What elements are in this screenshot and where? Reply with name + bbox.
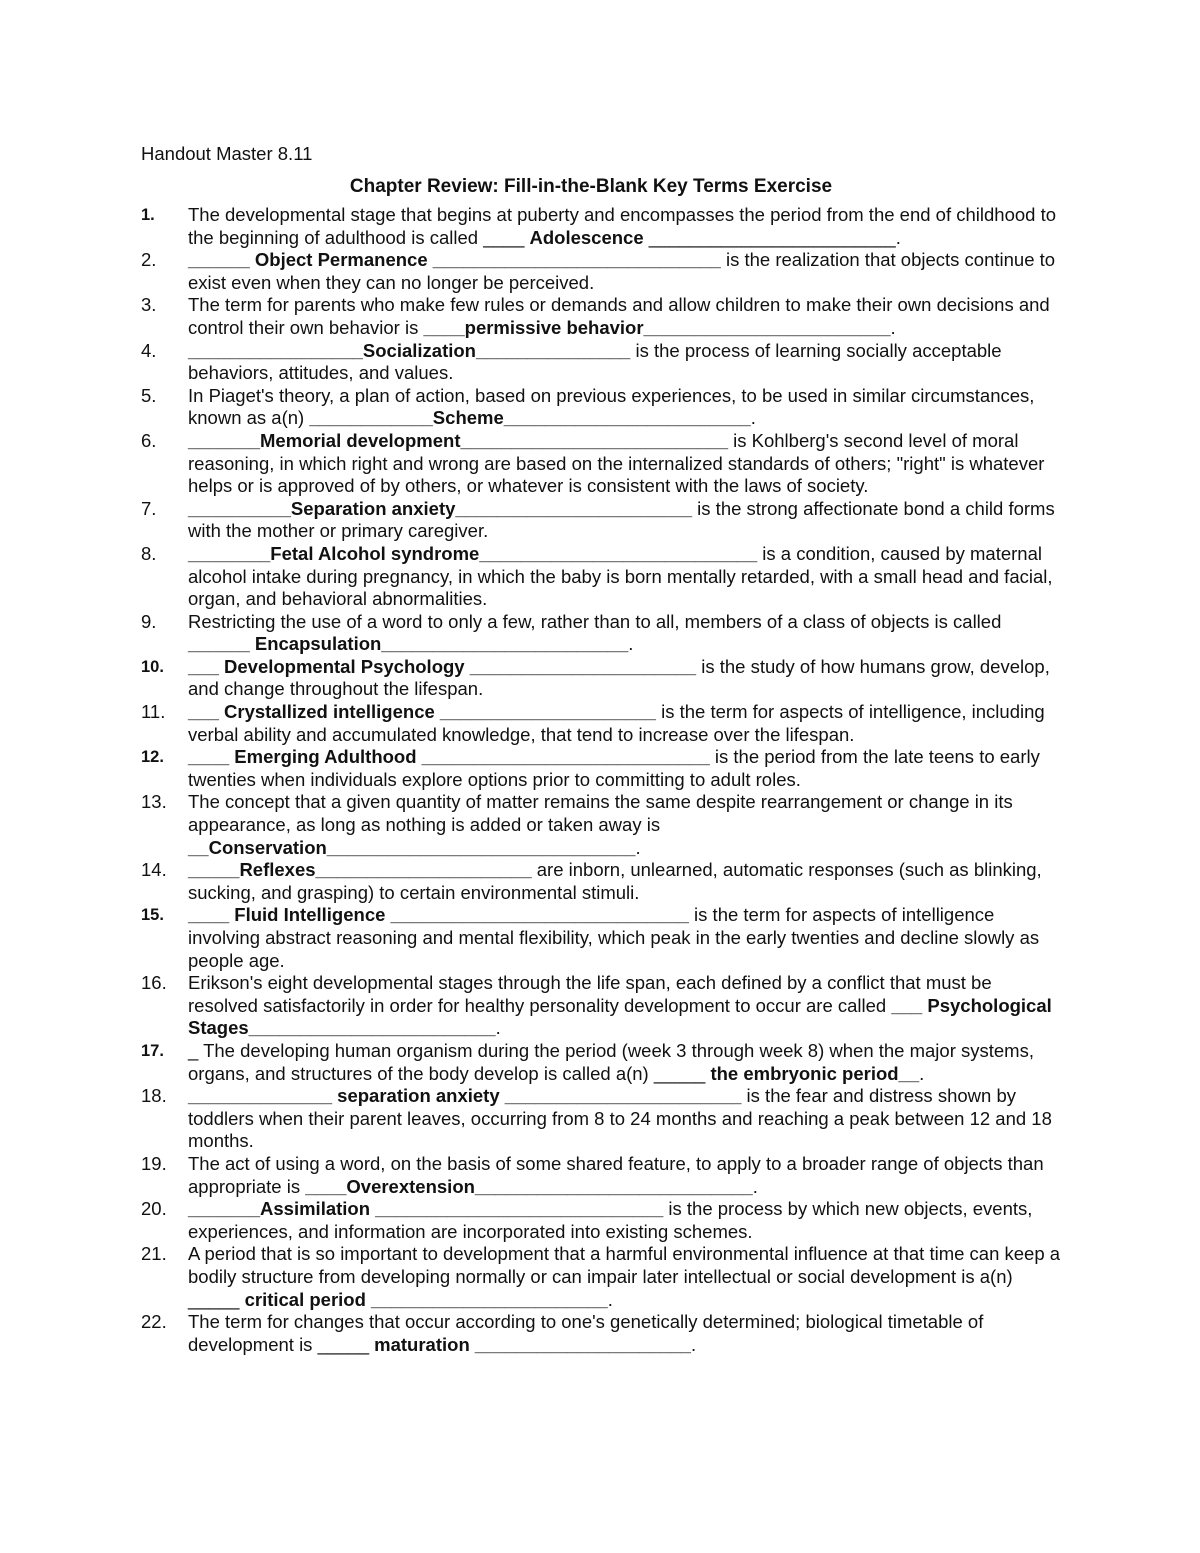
question-item bbox=[141, 1243, 1061, 1311]
question-text-after: . bbox=[495, 1017, 501, 1039]
question-item bbox=[141, 1085, 1061, 1153]
question-text-after: . bbox=[919, 1062, 925, 1084]
answer-text: __Conservation______________________________ bbox=[188, 836, 636, 858]
answer-text: ____ Fluid Intelligence _____________________________ bbox=[188, 904, 689, 926]
question-item bbox=[141, 746, 1061, 791]
question-text-before: Erikson's eight developmental stages through the life span, each defined by a conflict that must be resolved satisfactorily in order for healthy personality development to occur are called bbox=[188, 972, 992, 1016]
question-item bbox=[141, 904, 1061, 972]
question-number: 22. bbox=[141, 1311, 167, 1333]
question-text-after: . bbox=[690, 1333, 697, 1355]
question-number: 13. bbox=[141, 791, 167, 813]
answer-text: maturation _____________________ bbox=[374, 1333, 691, 1355]
question-item bbox=[141, 340, 1061, 385]
question-item bbox=[141, 656, 1061, 701]
question-number: 2. bbox=[141, 249, 157, 271]
question-text-after: . bbox=[750, 407, 756, 429]
question-item bbox=[141, 204, 1061, 249]
question-text-after: is Kohlberg's second level of moral reasoning, in which right and wrong are based on the internalized standards of others; "right" is whatever helps or is approved of by others, or whatever is consistent with the laws of society. bbox=[188, 429, 1045, 497]
question-text-after: ________________________. bbox=[643, 226, 901, 248]
question-item bbox=[141, 611, 1061, 656]
question-item bbox=[141, 543, 1061, 611]
question-number: 7. bbox=[141, 497, 157, 519]
question-text-after: are inborn, unlearned, automatic responses (such as blinking, sucking, and grasping) to certain environmental stimuli. bbox=[188, 859, 1042, 903]
question-number: 5. bbox=[141, 384, 157, 406]
question-text-after: . bbox=[635, 836, 641, 858]
question-text-after: is a condition, caused by maternal alcohol intake during pregnancy, in which the baby is born mentally retarded, with a small head and facial, organ, and behavioral abnormalities. bbox=[188, 542, 1053, 610]
answer-text: _________________Socialization_______________ bbox=[188, 339, 631, 361]
question-item bbox=[141, 859, 1061, 904]
answer-text: ________Fetal Alcohol syndrome___________________________ bbox=[188, 542, 758, 564]
question-text-before: The concept that a given quantity of matter remains the same despite rearrangement or change in its appearance, as long as nothing is added or taken away is bbox=[188, 791, 1013, 836]
answer-text: ____permissive behavior________________________ bbox=[423, 316, 891, 338]
question-number: 9. bbox=[141, 610, 157, 632]
question-text-before: The term for parents who make few rules or demands and allow children to make their own decisions and control their own behavior is bbox=[188, 294, 1050, 338]
answer-text: _______Memorial development__________________________ bbox=[188, 429, 728, 451]
question-text-after: is the period from the late teens to early twenties when individuals explore options prior to committing to adult roles. bbox=[188, 746, 1040, 790]
question-number: 3. bbox=[141, 294, 157, 316]
answer-text: ___ Developmental Psychology ______________________ bbox=[188, 655, 697, 677]
answer-text: _______Assimilation ____________________________ bbox=[188, 1198, 664, 1220]
question-text-after: . bbox=[752, 1175, 758, 1197]
question-number: 11. bbox=[141, 701, 166, 723]
question-number: 16. bbox=[141, 972, 167, 994]
answer-text: ______ Object Permanence ____________________________ bbox=[188, 249, 721, 271]
question-number: 20. bbox=[141, 1198, 167, 1220]
question-text-after: . bbox=[628, 633, 634, 655]
question-text-after: is the fear and distress shown by toddlers when their parent leaves, occurring from 8 to 24 months and reaching a peak between 12 and 18 months. bbox=[188, 1085, 1052, 1152]
answer-text: __________Separation anxiety_______________________ bbox=[188, 497, 693, 519]
question-text-before: The term for changes that occur according to one's genetically determined; biological timetable of development is _____ bbox=[188, 1311, 984, 1355]
answer-text: Adolescence bbox=[529, 226, 644, 248]
question-text-before: Restricting the use of a word to only a few, rather than to all, members of a class of objects is called bbox=[188, 610, 1002, 632]
question-item bbox=[141, 294, 1061, 339]
question-item bbox=[141, 1198, 1061, 1243]
question-number: 6. bbox=[141, 429, 157, 451]
question-text-after: is the study of how humans grow, develop, and change throughout the lifespan. bbox=[188, 655, 1050, 700]
question-text-after: is the term for aspects of intelligence involving abstract reasoning and mental flexibility, which peak in the early twenties and decline slowly as people age. bbox=[188, 904, 1040, 971]
question-number: 10. bbox=[141, 657, 164, 676]
question-number: 18. bbox=[141, 1085, 167, 1107]
question-number: 8. bbox=[141, 542, 157, 564]
question-text-after: is the process of learning socially acceptable behaviors, attitudes, and values. bbox=[188, 339, 1002, 384]
question-item bbox=[141, 249, 1061, 294]
question-text-before: The act of using a word, on the basis of some shared feature, to apply to a broader range of objects than appropriate is bbox=[188, 1152, 1044, 1197]
question-number: 21. bbox=[141, 1243, 167, 1265]
question-item bbox=[141, 972, 1061, 1040]
answer-text: ____________Scheme________________________ bbox=[309, 407, 751, 429]
answer-text: ___ Psychological Stages________________________ bbox=[188, 994, 1052, 1039]
question-text-after: . bbox=[607, 1288, 613, 1310]
question-item bbox=[141, 498, 1061, 543]
question-text-before: A period that is so important to development that a harmful environmental influence at that time can keep a bodily structure from developing normally or can impair later intellectual or social development is a(n) _____ bbox=[188, 1243, 1061, 1310]
document-heading bbox=[141, 143, 1141, 198]
page-title: Chapter Review: Fill-in-the-Blank Key Terms Exercise bbox=[349, 176, 833, 197]
question-number: 17. bbox=[141, 1041, 164, 1060]
question-item bbox=[141, 430, 1061, 498]
answer-text: ___ Crystallized intelligence _____________________ bbox=[188, 701, 656, 723]
question-text-before: _ The developing human organism during the period (week 3 through week 8) when the major systems, organs, and structures of the body develop is called a(n) _____ bbox=[188, 1039, 1034, 1084]
question-text-after: . bbox=[890, 316, 896, 338]
question-text-after: is the process by which new objects, events, experiences, and information are incorporated into existing schemes. bbox=[188, 1198, 1033, 1242]
question-number: 4. bbox=[141, 339, 157, 361]
answer-text: ______________ separation anxiety _______________________ bbox=[188, 1085, 742, 1107]
question-number: 14. bbox=[141, 859, 167, 881]
question-text-before: The developmental stage that begins at puberty and encompasses the period from the end of childhood to the beginning of adulthood is called ____ bbox=[188, 204, 1057, 248]
question-number: 12. bbox=[141, 748, 164, 767]
question-item bbox=[141, 385, 1061, 430]
handout-label: Handout Master 8.11 bbox=[141, 143, 313, 164]
question-item bbox=[141, 1311, 1061, 1356]
question-number: 1. bbox=[141, 206, 155, 224]
question-item bbox=[141, 701, 1061, 746]
answer-text: critical period _______________________ bbox=[244, 1288, 608, 1310]
question-item bbox=[141, 1153, 1061, 1198]
question-number: 15. bbox=[141, 906, 164, 925]
question-item bbox=[141, 791, 1061, 859]
question-number: 19. bbox=[141, 1152, 167, 1174]
question-item bbox=[141, 1040, 1061, 1085]
answer-text: _____Reflexes_____________________ bbox=[188, 859, 532, 881]
question-text-after: is the strong affectionate bond a child forms with the mother or primary caregiver. bbox=[188, 497, 1055, 542]
question-text-before: In Piaget's theory, a plan of action, based on previous experiences, to be used in similar circumstances, known as a(n) bbox=[188, 384, 1035, 429]
answer-text: ____ Emerging Adulthood ____________________________ bbox=[188, 746, 710, 768]
question-text-after: is the realization that objects continue to exist even when they can no longer be perceived. bbox=[188, 249, 1056, 293]
answer-text: ____Overextension___________________________ bbox=[305, 1175, 753, 1197]
answer-text: the embryonic period__ bbox=[710, 1062, 920, 1084]
question-list bbox=[141, 204, 1061, 1356]
answer-text: ______ Encapsulation________________________ bbox=[188, 633, 629, 655]
question-text-after: is the term for aspects of intelligence, including verbal ability and accumulated knowledge, that tend to increase over the lifespan. bbox=[188, 701, 1045, 745]
